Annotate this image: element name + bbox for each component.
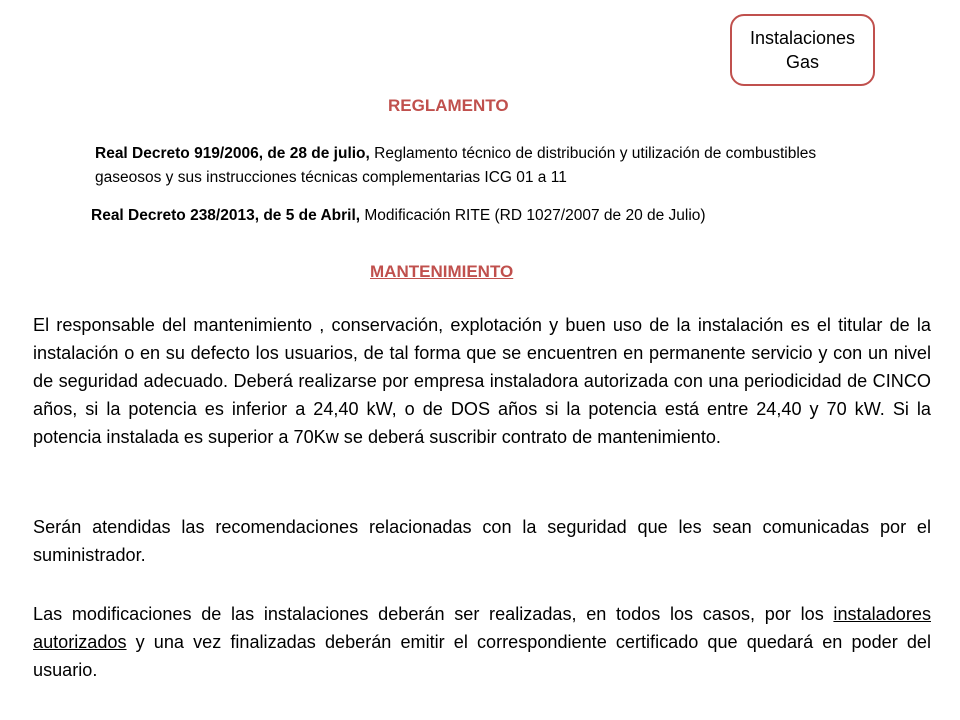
maintenance-paragraph-3 xyxy=(33,600,931,684)
decree-919-2006 xyxy=(95,142,885,190)
category-badge xyxy=(730,14,875,86)
para-3-start: Las modificaciones de las instalaciones deberán ser realizadas, en todos los casos, por los xyxy=(33,604,834,624)
badge-line-1: Instalaciones xyxy=(749,28,856,48)
decree-238-2013 xyxy=(91,204,891,228)
reglamento-heading: REGLAMENTO xyxy=(388,96,509,115)
maintenance-paragraph-1: El responsable del mantenimiento , conservación, explotación y buen uso de la instalación es el titular de la instalación o en su defecto los usuarios, de tal forma que se encuentren en permanente servicio y con un nivel de seguridad adecuado. Deberá realizarse por empresa instaladora autorizada con una periodicidad de CINCO años, si la potencia es inferior a 24,40 kW, o de DOS años si la potencia está entre 24,40 y 70 kW. Si la potencia instalada es superior a 70Kw se deberá suscribir contrato de mantenimiento. xyxy=(33,315,931,447)
para-3-end: y una vez finalizadas deberán emitir el correspondiente certificado que quedará en poder del usuario. xyxy=(33,632,931,680)
decree-1-description: Reglamento técnico de distribución y utilización de combustibles gaseosos y sus instrucciones técnicas complementarias ICG 01 a 11 xyxy=(95,145,817,186)
badge-line-2: Gas xyxy=(785,52,819,72)
decree-2-title: Real Decreto 238/2013, de 5 de Abril, xyxy=(91,207,361,224)
maintenance-paragraph-2: Serán atendidas las recomendaciones relacionadas con la seguridad que les sean comunicadas por el suministrador. xyxy=(33,517,931,565)
mantenimiento-heading: MANTENIMIENTO xyxy=(370,262,514,281)
decree-2-description: Modificación RITE (RD 1027/2007 de 20 de Julio) xyxy=(360,207,706,224)
decree-1-title: Real Decreto 919/2006, de 28 de julio, xyxy=(95,145,370,162)
authorized-installers-text: instaladores autorizados xyxy=(33,604,931,652)
